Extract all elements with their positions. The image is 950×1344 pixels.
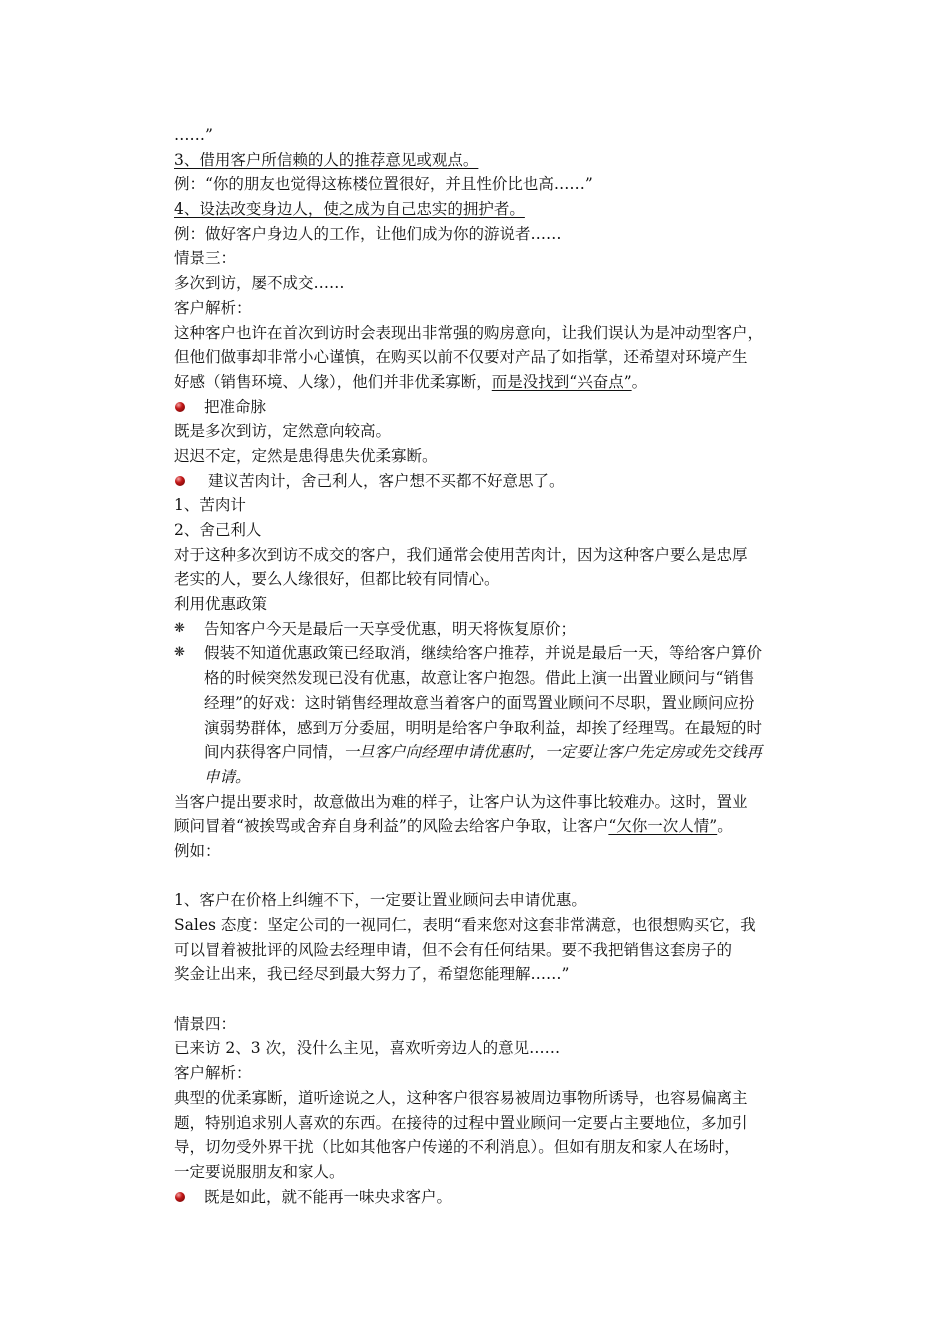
document-body xyxy=(174,123,814,1209)
asterisk-list-item xyxy=(174,617,814,642)
bullet-text: 告知客户今天是最后一天享受优惠，明天将恢复原价； xyxy=(204,619,577,638)
list-continuation xyxy=(174,765,814,790)
analysis-heading: 客户解析： xyxy=(174,1064,252,1083)
paragraph-line: 可以冒着被批评的风险去经理申请，但不会有任何结果。要不我把销售这套房子的 xyxy=(174,940,733,959)
paragraph-line: 奖金让出来，我已经尽到最大努力了，希望您能理解……” xyxy=(174,965,570,984)
bullet-item xyxy=(174,1185,814,1210)
text-span: 顾问冒着“被挨骂或舍弃自身利益”的风险去给客户争取，让客户 xyxy=(174,817,609,836)
list-continuation: 经理”的好戏：这时销售经理故意当着客户的面骂置业顾问不尽职，置业顾问应扮 xyxy=(204,693,755,712)
paragraph-line: 导，切勿受外界干扰（比如其他客户传递的不利消息）。但如有朋友和家人在场时， xyxy=(174,1138,740,1157)
red-ball-bullet-icon xyxy=(175,1192,185,1202)
numbered-item: 1、客户在价格上纠缠不下，一定要让置业顾问去申请优惠。 xyxy=(174,891,587,910)
numbered-item: 2、舍己利人 xyxy=(174,521,262,539)
paragraph-line: 迟迟不定，定然是患得患失优柔寡断。 xyxy=(174,446,438,465)
paragraph-line: 老实的人，要么人缘很好，但都比较有同情心。 xyxy=(174,570,500,589)
paragraph-line xyxy=(174,370,814,395)
scenario-heading: 情景四： xyxy=(174,1014,237,1033)
subheading: 利用优惠政策 xyxy=(174,595,268,614)
bullet-text: 建议苦肉计，舍己利人，客户想不买都不好意思了。 xyxy=(208,471,565,490)
paragraph-line xyxy=(174,814,814,839)
list-continuation xyxy=(174,740,814,765)
paragraph-line: 例如： xyxy=(174,841,221,860)
paragraph-line: 这种客户也许在首次到访时会表现出非常强的购房意向，让我们误认为是冲动型客户， xyxy=(174,323,764,342)
paragraph-line: 但他们做事却非常小心谨慎，在购买以前不仅要对产品了如指掌，还希望对环境产生 xyxy=(174,348,748,367)
list-continuation: 格的时候突然发现已没有优惠，故意让客户抱怨。借此上演一出置业顾问与“销售 xyxy=(204,669,755,688)
underlined-text: 3、借用客户所信赖的人的推荐意见或观点。 xyxy=(174,150,479,169)
text-span: 。 xyxy=(717,817,733,836)
bullet-text: 假装不知道优惠政策已经取消，继续给客户推荐，并说是最后一天，等给客户算价 xyxy=(204,644,763,663)
paragraph-line: 一定要说服朋友和家人。 xyxy=(174,1162,345,1181)
blank-line xyxy=(174,987,814,1012)
italic-text: 申请。 xyxy=(204,767,251,786)
paragraph-line: 当客户提出要求时，故意做出为难的样子，让客户认为这件事比较难办。这时，置业 xyxy=(174,792,748,811)
text-span: 间内获得客户同情， xyxy=(204,743,344,762)
paragraph-line: Sales 态度：坚定公司的一视同仁，表明“看来您对这套非常满意，也很想购买它，我 xyxy=(174,916,756,934)
red-ball-bullet-icon xyxy=(175,402,185,412)
example-line: 例：做好客户身边人的工作，让他们成为你的游说者…… xyxy=(174,224,562,243)
bullet-text: 把准命脉 xyxy=(204,397,267,416)
scenario-heading: 情景三： xyxy=(174,249,237,268)
underlined-text: 4、设法改变身边人，使之成为自己忠实的拥护者。 xyxy=(174,200,525,219)
italic-text: 一旦客户向经理申请优惠时，一定要让客户先定房或先交钱再 xyxy=(343,743,763,762)
asterisk-bullet-icon: ❋ xyxy=(174,645,185,661)
scenario-summary: 已来访 2、3 次，没什么主见，喜欢听旁边人的意见…… xyxy=(174,1039,561,1058)
paragraph-line: 典型的优柔寡断，道听途说之人，这种客户很容易被周边事物所诱导，也容易偏离主 xyxy=(174,1088,748,1107)
underlined-text: 而是没找到“兴奋点” xyxy=(491,372,632,391)
numbered-item: 1、苦肉计 xyxy=(174,496,246,515)
paragraph-line: 对于这种多次到访不成交的客户，我们通常会使用苦肉计，因为这种客户要么是忠厚 xyxy=(174,545,748,564)
underlined-text: “欠你一次人情” xyxy=(608,817,718,836)
red-ball-bullet-icon xyxy=(175,476,185,486)
bullet-item xyxy=(174,395,814,420)
blank-line xyxy=(174,864,814,889)
list-continuation: 演弱势群体，感到万分委屈，明明是给客户争取利益，却挨了经理骂。在最短的时 xyxy=(204,718,763,737)
bullet-text: 既是如此，就不能再一味央求客户。 xyxy=(204,1187,453,1206)
text-span: 好感（销售环境、人缘），他们并非优柔寡断， xyxy=(174,372,492,391)
numbered-item-3 xyxy=(174,148,814,173)
asterisk-list-item xyxy=(174,641,814,666)
bullet-item xyxy=(174,469,814,494)
analysis-heading: 客户解析： xyxy=(174,298,252,317)
text-line: ……” xyxy=(174,126,213,144)
numbered-item-4 xyxy=(174,197,814,222)
paragraph-line: 题，特别追求别人喜欢的东西。在接待的过程中置业顾问一定要占主要地位，多加引 xyxy=(174,1113,748,1132)
text-span: 。 xyxy=(631,372,648,391)
asterisk-bullet-icon: ❋ xyxy=(174,620,185,636)
example-line: 例：“你的朋友也觉得这栋楼位置很好，并且性价比也高……” xyxy=(174,175,593,194)
scenario-summary: 多次到访，屡不成交…… xyxy=(174,274,345,293)
paragraph-line: 既是多次到访，定然意向较高。 xyxy=(174,422,392,441)
